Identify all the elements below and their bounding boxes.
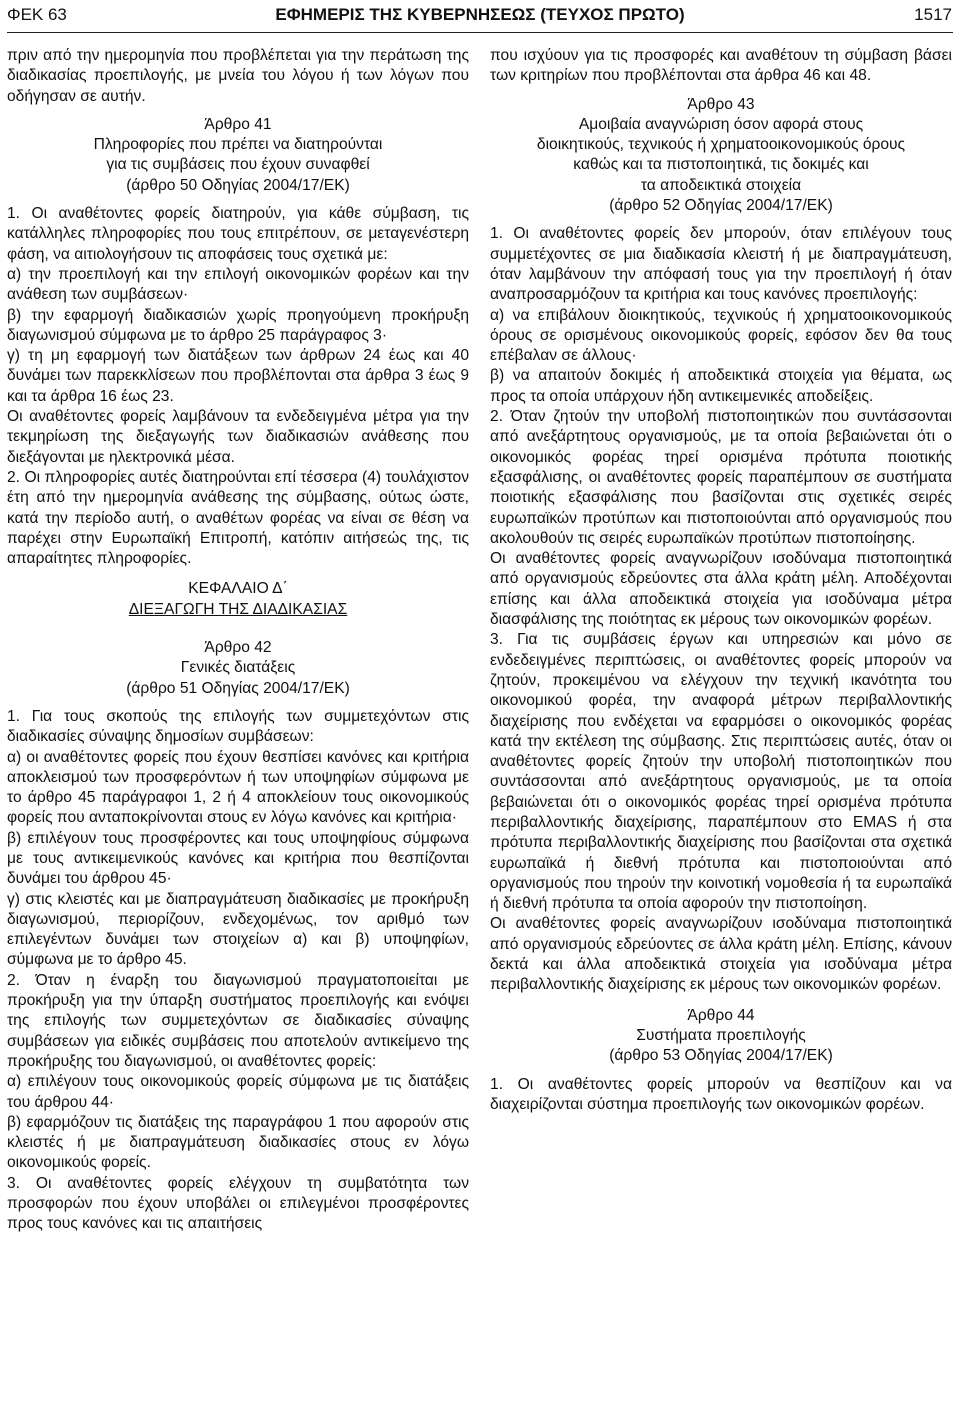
- left-intro-paragraph: πριν από την ημερομηνία που προβλέπεται για την περάτωση της διαδικασίας προεπιλογής, με μνεία του λόγου ή των λόγων που οδήγησαν σε αυτήν.: [7, 47, 469, 105]
- article-42-paragraph: 3. Οι αναθέτοντες φορείς ελέγχουν τη συμβατότητα των προσφορών που έχουν υποβάλει οι επιλεγμένοι προσφέροντες προς τους κανόνες και τις απαιτήσεις: [7, 1174, 469, 1233]
- chapter-title: ΚΕΦΑΛΑΙΟ Δ΄: [188, 580, 288, 598]
- chapter-name: ΔΙΕΞΑΓΩΓΗ ΤΗΣ ΔΙΑΔΙΚΑΣΙΑΣ: [128, 600, 348, 618]
- page-header: [0, 0, 960, 34]
- gazette-issue-number: ΦΕΚ 63: [7, 5, 67, 24]
- right-intro-paragraph: που ισχύουν για τις προσφορές και αναθέτουν τη σύμβαση βάσει των κριτηρίων που προβλέπονται στα άρθρα 46 και 48.: [490, 47, 952, 85]
- article-41-paragraph: 2. Οι πληροφορίες αυτές διατηρούνται επί τέσσερα (4) τουλάχιστον έτη από την ημερομηνία ανάθεσης της σύμβασης, ούτως ώστε, κατά την περίοδο αυτή, ο αναθέτων φορέας να είναι σε θέση να παρέχει στην Ευρωπαϊκή Επιτροπή, κατόπιν αιτήσεώς της, τις απαραίτητες πληροφορίες.: [7, 468, 469, 568]
- article-42-paragraph: β) εφαρμόζουν τις διατάξεις της παραγράφου 1 που αφορούν στις κλειστές ή με διαπραγμάτευση διαδικασίες στους εν λόγω οικονομικούς φορείς.: [7, 1113, 469, 1172]
- article-43-subtitle-4: τα αποδεικτικά στοιχεία: [640, 176, 802, 194]
- article-43-subtitle-1: Αμοιβαία αναγνώριση όσον αφορά στους: [578, 115, 864, 133]
- article-43-paragraph: 3. Για τις συμβάσεις έργων και υπηρεσιών και μόνο σε ενδεδειγμένες περιπτώσεις, οι αναθέτοντες φορείς μπορούν να ζητούν, προκειμένου να ελέγχουν την τεχνική ικανότητα του οικονομικού φορέα, την αναφορά μέτρων περιβαλλοντικής διαχείρισης που ενδέχεται να εφαρμόσει ο οικονομικός φορέας κατά την εκτέλεση της σύμβασης. Στις περιπτώσεις αυτές, όταν οι αναθέτοντες φορείς ζητούν την υποβολή πιστοποιητικών που συντάσσονται από ανεξάρτητους οργανισμούς, με τα οποία βεβαιώνεται ότι ο οικονομικός φορέας τηρεί ορισμένα πρότυπα περιβαλλοντικής διαχείρισης, παραπέμπουν στο EMAS ή στα πρότυπα περιβαλλοντικής διαχείρισης που βασίζονται στα σχετικά ευρωπαϊκά ή διεθνή πρότυπα και πιστοποιούνται από οργανισμούς που τηρούν την κοινοτική νομοθεσία ή τα ευρωπαϊκά ή διεθνή πρότυπα τα οποία αφορούν την πιστοποίηση.: [490, 631, 952, 913]
- article-42-title: Άρθρο 42: [204, 639, 272, 657]
- article-42-paragraph: α) οι αναθέτοντες φορείς που έχουν θεσπίσει κανόνες και κριτήρια αποκλεισμού των προσφερόντων ή των υποψηφίων σύμφωνα με το άρθρο 45 παράγραφοι 1, 2 ή 4 αποκλείουν τους οικονομικούς φορείς που ανταποκρίνονται στους εν λόγω κανόνες και κριτήρια·: [7, 748, 469, 827]
- article-44-subtitle: Συστήματα προεπιλογής: [636, 1026, 806, 1044]
- article-42-paragraph: 2. Όταν η έναρξη του διαγωνισμού πραγματοποιείται με προκήρυξη για την ύπαρξη συστήματος προεπιλογής και ενόψει της επιλογής των συμμετεχόντων σε διαδικασίες σύναψης συμβάσεων για ειδικές συμβάσεις που αποτελούν αντικείμενο της προκήρυξης του διαγωνισμού, οι αναθέτοντες φορείς:: [7, 971, 469, 1070]
- article-42-reference: (άρθρο 51 Οδηγίας 2004/17/ΕΚ): [126, 679, 350, 697]
- right-column: [490, 46, 952, 1115]
- article-44-title: Άρθρο 44: [687, 1006, 755, 1024]
- article-43-subtitle-2: διοικητικούς, τεχνικούς ή χρηματοοικονομικούς όρους: [536, 136, 906, 154]
- article-41-paragraph: 1. Οι αναθέτοντες φορείς διατηρούν, για κάθε σύμβαση, τις κατάλληλες πληροφορίες που τους επιτρέπουν, σε μεταγενέστερη φάση, να αιτιολογήσουν τις αποφάσεις τους σχετικά με:: [7, 205, 469, 263]
- article-41-paragraph: β) την εφαρμογή διαδικασιών χωρίς προηγούμενη προκήρυξη διαγωνισμού σύμφωνα με το άρθρο 25 παράγραφος 3·: [7, 306, 469, 344]
- gazette-title: ΕΦΗΜΕΡΙΣ ΤΗΣ ΚΥΒΕΡΝΗΣΕΩΣ (ΤΕΥΧΟΣ ΠΡΩΤΟ): [275, 5, 685, 24]
- article-41-paragraph: Οι αναθέτοντες φορείς λαμβάνουν τα ενδεδειγμένα μέτρα για την τεκμηρίωση της διεξαγωγής των διαδικασιών ανάθεσης που διεξάγονται με ηλεκτρονικά μέσα.: [7, 408, 469, 466]
- article-41-subtitle-2: για τις συμβάσεις που έχουν συναφθεί: [106, 156, 370, 174]
- article-43-reference: (άρθρο 52 Οδηγίας 2004/17/ΕΚ): [609, 197, 833, 215]
- article-41-subtitle-1: Πληροφορίες που πρέπει να διατηρούνται: [93, 136, 383, 154]
- article-44-paragraph: 1. Οι αναθέτοντες φορείς μπορούν να θεσπίζουν και να διαχειρίζονται σύστημα προεπιλογής των οικονομικών φορέων.: [490, 1075, 952, 1113]
- article-43-title: Άρθρο 43: [687, 95, 755, 113]
- article-43-paragraph: α) να επιβάλουν διοικητικούς, τεχνικούς ή χρηματοοικονομικούς όρους σε ορισμένους οικονομικούς φορείς, εφόσον δεν θα τους επέβαλαν σε άλλους·: [490, 306, 952, 365]
- article-43-paragraph: 2. Όταν ζητούν την υποβολή πιστοποιητικών που συντάσσονται από ανεξάρτητους οργανισμούς, με τα οποία βεβαιώνεται ότι ο οικονομικός φορέας τηρεί ορισμένα πρότυπα ποιοτικής εξασφάλισης, οι αναθέτοντες φορείς παραπέμπουν σε συστήματα ποιοτικής εξασφάλισης που βασίζονται στις σχετικές σειρές ευρωπαϊκών προτύπων και πιστοποιούνται από οργανισμούς που ακολουθούν τις σειρές ευρωπαϊκών προτύπων πιστοποίησης.: [490, 408, 952, 547]
- article-43-paragraph: β) να απαιτούν δοκιμές ή αποδεικτικά στοιχεία για θέματα, ως προς τα οποία υπάρχουν ήδη αντικειμενικές αποδείξεις.: [490, 367, 952, 405]
- header-rule: [7, 32, 953, 33]
- article-41-paragraph: α) την προεπιλογή και την επιλογή οικονομικών φορέων και την ανάθεση των συμβάσεων·: [7, 265, 469, 304]
- article-42-subtitle: Γενικές διατάξεις: [180, 659, 296, 677]
- article-43-paragraph: 1. Οι αναθέτοντες φορείς δεν μπορούν, όταν επιλέγουν τους συμμετέχοντες σε μια διαδικασία κλειστή ή με διαπραγμάτευση, όταν λαμβάνουν την απόφασή τους για την προεπιλογή ή όταν αναπροσαρμόζουν τα κριτήρια και τους κανόνες προεπιλογής:: [490, 225, 952, 304]
- article-42-paragraph: 1. Για τους σκοπούς της επιλογής των συμμετεχόντων στις διαδικασίες σύναψης δημοσίων συμβάσεων:: [7, 707, 469, 746]
- article-42-paragraph: β) επιλέγουν τους προσφέροντες και τους υποψηφίους σύμφωνα με τους αντικειμενικούς κανόνες και κριτήρια που θεσπίζονται δυνάμει του άρθρου 45·: [7, 829, 469, 888]
- article-41-title: Άρθρο 41: [204, 115, 272, 133]
- article-41-reference: (άρθρο 50 Οδηγίας 2004/17/ΕΚ): [126, 176, 350, 194]
- page-number: 1517: [914, 5, 952, 24]
- left-column: [7, 46, 469, 1235]
- article-42-paragraph: α) επιλέγουν τους οικονομικούς φορείς σύμφωνα με τις διατάξεις του άρθρου 44·: [7, 1073, 469, 1111]
- article-43-subtitle-3: καθώς και τα πιστοποιητικά, τις δοκιμές και: [573, 156, 869, 174]
- article-44-reference: (άρθρο 53 Οδηγίας 2004/17/ΕΚ): [609, 1047, 833, 1065]
- article-42-paragraph: γ) στις κλειστές και με διαπραγμάτευση διαδικασίες με προκήρυξη διαγωνισμού, περιορίζουν, ενδεχομένως, τον αριθμό των επιλεγέντων δυνάμει των στοιχείων α) και β) υποψηφίων, σύμφωνα με το άρθρο 45.: [7, 890, 469, 969]
- article-43-paragraph: Οι αναθέτοντες φορείς αναγνωρίζουν ισοδύναμα πιστοποιητικά από οργανισμούς εδρεύοντες στα άλλα κράτη μέλη. Αποδέχονται επίσης και άλλα αποδεικτικά στοιχεία για ισοδύναμα μέτρα διασφάλισης της ποιότητας εκ μέρους των οικονομικών φορέων.: [490, 550, 952, 629]
- article-43-paragraph: Οι αναθέτοντες φορείς αναγνωρίζουν ισοδύναμα πιστοποιητικά από οργανισμούς εδρεύοντες σε άλλα κράτη μέλη. Επίσης, κάνουν δεκτά και άλλα αποδεικτικά στοιχεία για ισοδύναμα μέτρα περιβαλλοντικής διαχείρισης εκ μέρους των οικονομικών φορέων.: [490, 915, 952, 994]
- article-41-paragraph: γ) τη μη εφαρμογή των διατάξεων των άρθρων 24 έως και 40 δυνάμει των παρεκκλίσεων που προβλέπονται στα άρθρα 3 έως 9 και τα άρθρα 16 έως 23.: [7, 347, 469, 405]
